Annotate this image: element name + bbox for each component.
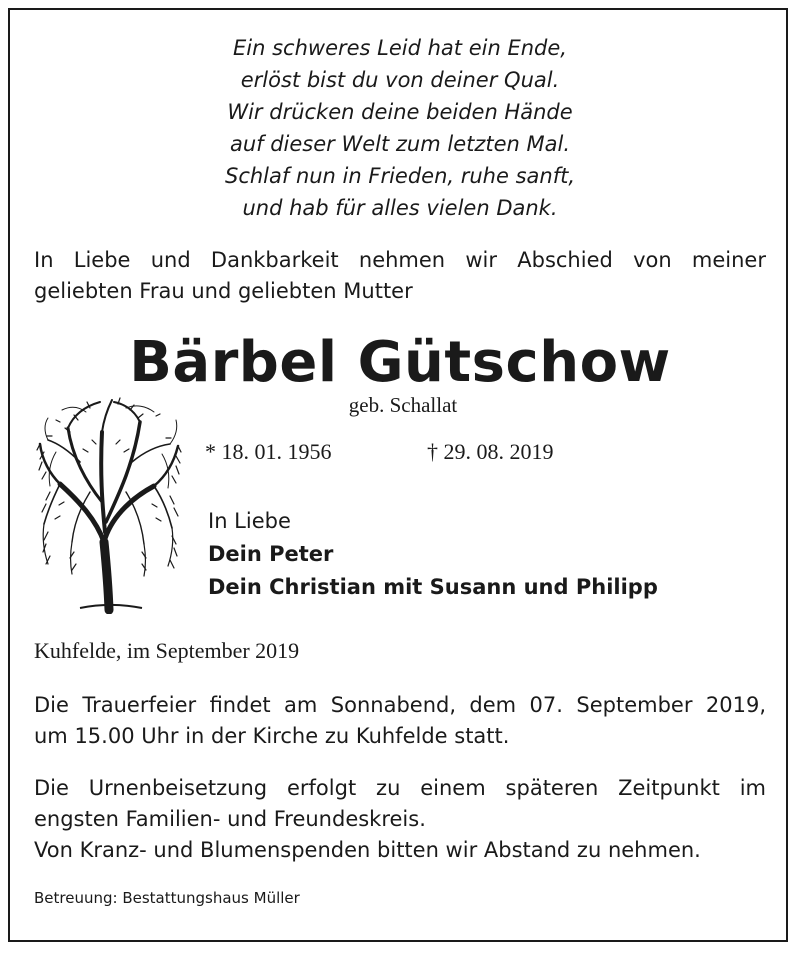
funeral-notice	[34, 690, 766, 752]
signoff-prefix: In Liebe	[208, 509, 291, 533]
funeral-line-1: Die Trauerfeier findet am Sonnabend, dem 07. September 2019,	[34, 693, 766, 717]
burial-line-3: Von Kranz- und Blumenspenden bitten wir Abstand zu nehmen.	[34, 838, 701, 862]
funeral-line-2: um 15.00 Uhr in der Kirche zu Kuhfelde statt.	[34, 724, 510, 748]
deceased-name: Bärbel Gütschow	[129, 330, 671, 395]
signoff-line-2: Dein Christian mit Susann und Philipp	[208, 575, 658, 599]
poem-line: erlöst bist du von deiner Qual.	[240, 68, 560, 92]
burial-line-1: Die Urnenbeisetzung erfolgt zu einem späteren Zeitpunkt im	[34, 776, 766, 800]
intro-line-1: In Liebe und Dankbarkeit nehmen wir Abschied von meiner	[34, 248, 766, 272]
maiden-name: geb. Schallat	[348, 393, 458, 417]
poem-line: auf dieser Welt zum letzten Mal.	[229, 132, 571, 156]
poem-line: Schlaf nun in Frieden, ruhe sanft,	[224, 164, 576, 188]
birth-date: * 18. 01. 1956	[205, 439, 332, 464]
intro-text	[34, 245, 766, 307]
signoff	[208, 505, 768, 604]
burial-notice	[34, 773, 766, 866]
burial-line-2: engsten Familien- und Freundeskreis.	[34, 807, 426, 831]
credit: Betreuung: Bestattungshaus Müller	[34, 889, 300, 907]
intro-line-2: geliebten Frau und geliebten Mutter	[34, 279, 413, 303]
poem-line: und hab für alles vielen Dank.	[242, 196, 558, 220]
tree-icon	[30, 392, 188, 614]
signoff-line-1: Dein Peter	[208, 542, 334, 566]
poem	[0, 32, 800, 224]
death-date: † 29. 08. 2019	[427, 439, 554, 464]
poem-line: Wir drücken deine beiden Hände	[227, 100, 573, 124]
place-date: Kuhfelde, im September 2019	[34, 638, 300, 663]
poem-line: Ein schweres Leid hat ein Ende,	[233, 36, 567, 60]
